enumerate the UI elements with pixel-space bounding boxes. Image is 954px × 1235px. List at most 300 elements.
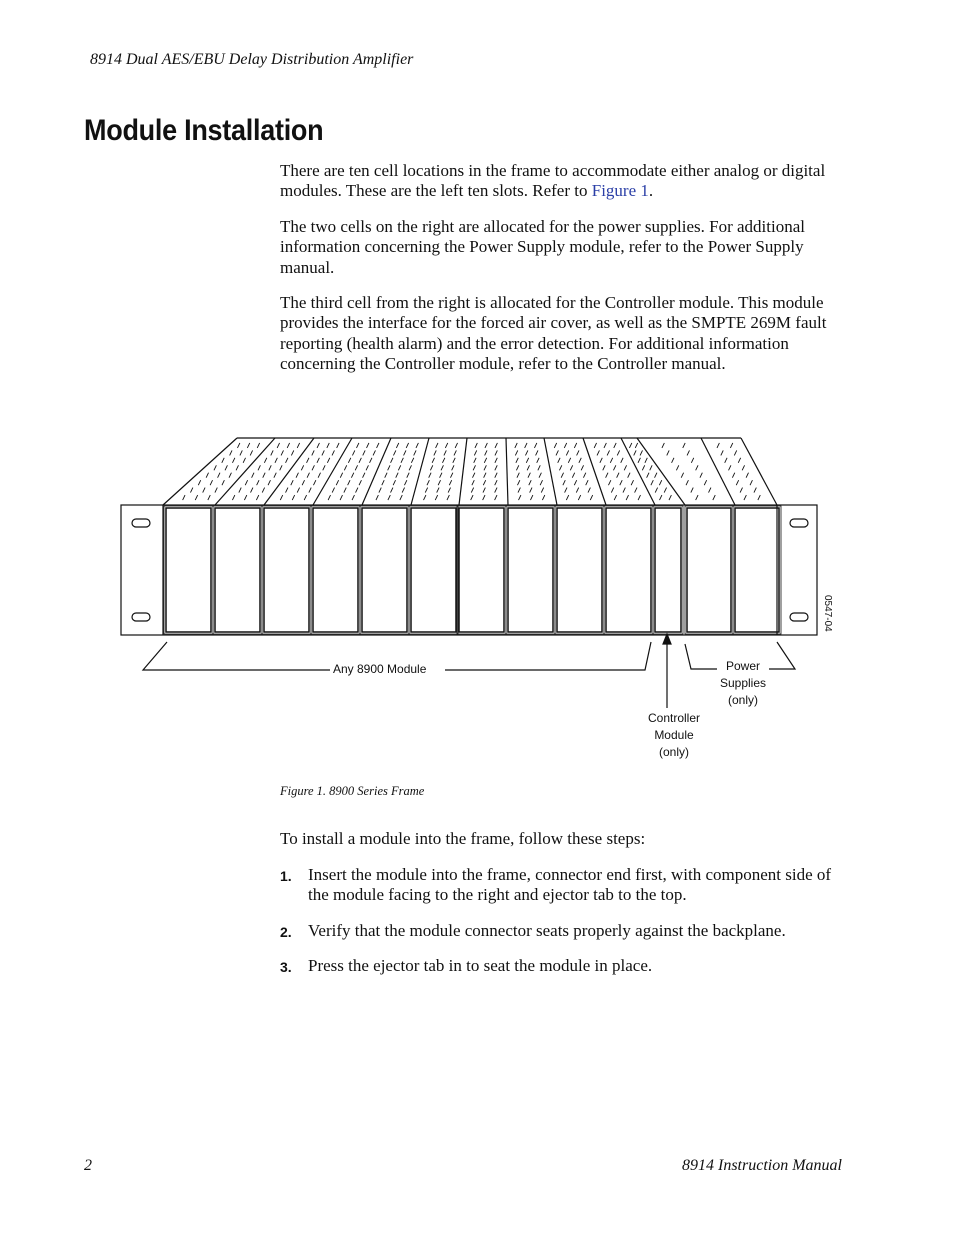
vent-mark	[225, 465, 227, 470]
paragraph-text: There are ten cell locations in the frame to accommodate either analog or digital modules. These are the left ten slots. Refer to	[280, 161, 826, 201]
vent-mark	[746, 473, 748, 478]
vent-mark	[449, 480, 451, 485]
module-panel-5	[362, 508, 407, 632]
vent-mark	[409, 465, 411, 470]
part-number-label: 0547-04	[822, 595, 833, 632]
vent-mark	[337, 443, 339, 448]
vent-mark	[425, 488, 427, 493]
vent-mark	[281, 450, 283, 455]
vent-mark	[738, 458, 740, 463]
vent-mark	[590, 495, 592, 500]
vent-mark	[581, 465, 583, 470]
vent-mark	[604, 443, 606, 448]
vent-mark	[291, 480, 293, 485]
power-bracket-left	[685, 644, 717, 669]
vent-mark	[574, 443, 576, 448]
vent-mark	[628, 473, 630, 478]
vent-mark	[475, 443, 477, 448]
vent-mark	[526, 458, 528, 463]
slot-cell-13	[733, 506, 781, 634]
power-label-line-3: (only)	[727, 693, 758, 707]
module-panel-2	[215, 508, 260, 632]
vent-mark	[537, 458, 539, 463]
vent-mark	[515, 450, 517, 455]
vent-mark	[352, 450, 354, 455]
vent-mark	[607, 450, 609, 455]
vent-mark	[280, 465, 282, 470]
vent-mark	[317, 458, 319, 463]
vent-mark	[624, 465, 626, 470]
cover-divider-3	[313, 438, 352, 505]
cover-left-edge	[163, 438, 237, 505]
vent-mark	[416, 443, 418, 448]
vent-mark	[434, 450, 436, 455]
vent-mark	[574, 480, 576, 485]
install-step	[280, 956, 846, 976]
vent-mark	[483, 495, 485, 500]
vent-mark	[230, 450, 232, 455]
vent-mark	[617, 450, 619, 455]
module-panel-11	[655, 508, 681, 632]
vent-mark	[577, 450, 579, 455]
slot-cell-11	[653, 506, 683, 634]
vent-mark	[474, 458, 476, 463]
mounting-hole	[790, 519, 808, 527]
vent-mark	[704, 480, 706, 485]
vent-mark	[203, 488, 205, 493]
vent-mark	[327, 443, 329, 448]
vent-mark	[240, 450, 242, 455]
vent-mark	[195, 495, 197, 500]
vent-mark	[672, 458, 674, 463]
vent-mark	[263, 473, 265, 478]
vent-mark	[495, 480, 497, 485]
vent-mark	[292, 495, 294, 500]
cover-divider-7	[506, 438, 508, 505]
vent-mark	[527, 465, 529, 470]
vent-mark	[640, 450, 642, 455]
vent-mark	[471, 488, 473, 493]
vent-mark	[530, 488, 532, 493]
vent-mark	[540, 480, 542, 485]
vent-mark	[758, 495, 760, 500]
vent-mark	[528, 473, 530, 478]
vent-mark	[576, 488, 578, 493]
vent-mark	[687, 450, 689, 455]
vent-mark	[363, 450, 365, 455]
vent-mark	[317, 443, 319, 448]
vent-mark	[382, 480, 384, 485]
slot-cell-12	[685, 506, 733, 634]
controller-label-line-2: Module	[654, 728, 694, 742]
vent-mark	[529, 480, 531, 485]
cover-divider-8	[544, 438, 557, 505]
vent-mark	[579, 458, 581, 463]
vent-mark	[740, 488, 742, 493]
power-label-line-2: Supplies	[719, 676, 767, 690]
vent-mark	[568, 458, 570, 463]
vent-mark	[404, 480, 406, 485]
vent-mark	[268, 480, 270, 485]
slot-cell-1	[164, 506, 213, 634]
module-panel-3	[264, 508, 309, 632]
vent-mark	[542, 495, 544, 500]
cover-divider-4	[362, 438, 391, 505]
vent-mark	[391, 488, 393, 493]
vent-mark	[414, 450, 416, 455]
step-number: 3.	[280, 959, 292, 976]
vent-mark	[518, 488, 520, 493]
vent-mark	[198, 480, 200, 485]
vent-mark	[455, 443, 457, 448]
vent-mark	[484, 465, 486, 470]
vent-mark	[222, 480, 224, 485]
vent-mark	[583, 473, 585, 478]
vent-mark	[700, 473, 702, 478]
vent-mark	[614, 495, 616, 500]
vent-mark	[370, 458, 372, 463]
vent-mark	[257, 443, 259, 448]
vent-mark	[744, 495, 746, 500]
vent-mark	[651, 480, 653, 485]
any-module-bracket-left	[143, 642, 330, 670]
vent-mark	[530, 495, 532, 500]
vent-mark	[483, 480, 485, 485]
page-number: 2	[84, 1157, 92, 1174]
vent-mark	[621, 458, 623, 463]
vent-mark	[388, 495, 390, 500]
vent-mark	[427, 480, 429, 485]
vent-mark	[286, 458, 288, 463]
vent-mark	[322, 450, 324, 455]
vent-mark	[247, 443, 249, 448]
module-panel-12	[687, 508, 731, 632]
step-number: 2.	[280, 923, 292, 940]
cover-divider-5	[411, 438, 429, 505]
vent-mark	[367, 443, 369, 448]
vent-mark	[563, 480, 565, 485]
vent-mark	[600, 458, 602, 463]
vent-mark	[229, 473, 231, 478]
vent-mark	[274, 473, 276, 478]
vent-mark	[603, 465, 605, 470]
vent-mark	[393, 480, 395, 485]
vent-mark	[269, 465, 271, 470]
vent-mark	[541, 488, 543, 493]
vent-mark	[642, 465, 644, 470]
step-text: Verify that the module connector seats properly against the backplane.	[308, 920, 786, 940]
vent-mark	[232, 495, 234, 500]
vent-mark	[588, 488, 590, 493]
vent-mark	[717, 443, 719, 448]
vent-mark	[302, 480, 304, 485]
module-panel-9	[557, 508, 602, 632]
vent-mark	[312, 450, 314, 455]
vent-mark	[626, 495, 628, 500]
vent-mark	[301, 465, 303, 470]
vent-mark	[495, 443, 497, 448]
vent-mark	[356, 488, 358, 493]
vent-mark	[645, 458, 647, 463]
paragraph-text-end: .	[648, 181, 654, 201]
vent-mark	[655, 488, 657, 493]
slot-cell-5	[360, 506, 409, 634]
vent-mark	[379, 488, 381, 493]
vent-mark	[638, 458, 640, 463]
cover-divider-10	[621, 438, 655, 505]
vent-mark	[356, 443, 358, 448]
vent-mark	[271, 450, 273, 455]
vent-mark	[437, 488, 439, 493]
mounting-hole	[132, 613, 150, 621]
vent-mark	[348, 480, 350, 485]
vent-mark	[564, 443, 566, 448]
vent-mark	[525, 450, 527, 455]
module-panel-1	[166, 508, 211, 632]
vent-mark	[363, 473, 365, 478]
install-steps-list	[280, 865, 846, 992]
vent-mark	[239, 488, 241, 493]
vent-mark	[611, 488, 613, 493]
vent-mark	[438, 480, 440, 485]
vent-mark	[623, 488, 625, 493]
section-title: Module Installation	[84, 114, 324, 147]
vent-mark	[558, 458, 560, 463]
vent-mark	[391, 458, 393, 463]
vent-mark	[691, 458, 693, 463]
vent-mark	[218, 473, 220, 478]
vent-mark	[190, 488, 192, 493]
vent-mark	[251, 488, 253, 493]
vent-mark	[348, 458, 350, 463]
vent-mark	[729, 465, 731, 470]
vent-mark	[635, 488, 637, 493]
vent-mark	[351, 473, 353, 478]
vent-mark	[359, 480, 361, 485]
vent-mark	[332, 488, 334, 493]
vent-mark	[638, 495, 640, 500]
vent-mark	[664, 488, 666, 493]
vent-mark	[377, 443, 379, 448]
vent-mark	[696, 465, 698, 470]
vent-mark	[388, 465, 390, 470]
vent-mark	[634, 450, 636, 455]
vent-mark	[445, 443, 447, 448]
vent-mark	[406, 443, 408, 448]
vent-mark	[429, 473, 431, 478]
vent-mark	[572, 473, 574, 478]
vent-mark	[210, 480, 212, 485]
vent-mark	[373, 450, 375, 455]
vent-mark	[597, 450, 599, 455]
vent-mark	[393, 450, 395, 455]
vent-mark	[448, 488, 450, 493]
vent-mark	[352, 495, 354, 500]
vent-mark	[183, 495, 185, 500]
vent-mark	[318, 473, 320, 478]
cover-divider-1	[215, 438, 275, 505]
vent-mark	[734, 450, 736, 455]
paragraph-controller: The third cell from the right is allocated for the Controller module. This module provides the interface for the forced air cover, as well as the SMPTE 269M fault reporting (health alarm) and the error detection. For additional information concerning the Controller module, refer to the Controller manual.	[280, 293, 827, 374]
vent-mark	[516, 458, 518, 463]
vent-mark	[307, 473, 309, 478]
vent-mark	[495, 465, 497, 470]
vent-mark	[450, 473, 452, 478]
vent-mark	[525, 443, 527, 448]
slot-cell-7	[457, 506, 506, 634]
cover-right-edge	[741, 438, 777, 505]
vent-mark	[631, 480, 633, 485]
vent-mark	[277, 443, 279, 448]
any-module-bracket-right	[445, 642, 651, 670]
figure-1-link[interactable]: Figure 1	[591, 181, 649, 201]
vent-mark	[742, 465, 744, 470]
vent-mark	[291, 450, 293, 455]
vent-mark	[430, 465, 432, 470]
vent-mark	[647, 473, 649, 478]
vent-mark	[447, 495, 449, 500]
vent-mark	[485, 443, 487, 448]
vent-mark	[237, 443, 239, 448]
vent-mark	[400, 495, 402, 500]
vent-mark	[340, 495, 342, 500]
cover-divider-6	[459, 438, 467, 505]
vent-mark	[444, 450, 446, 455]
vent-mark	[472, 473, 474, 478]
vent-mark	[402, 488, 404, 493]
vent-mark	[340, 473, 342, 478]
vent-mark	[495, 495, 497, 500]
vent-mark	[732, 473, 734, 478]
vent-mark	[454, 450, 456, 455]
vent-mark	[659, 480, 661, 485]
vent-mark	[359, 458, 361, 463]
vent-mark	[484, 473, 486, 478]
vent-mark	[215, 488, 217, 493]
vent-mark	[660, 495, 662, 500]
vent-mark	[452, 465, 454, 470]
any-module-label: Any 8900 Module	[333, 662, 427, 676]
vent-mark	[473, 465, 475, 470]
frame-diagram	[115, 430, 835, 770]
vent-mark	[401, 458, 403, 463]
vent-mark	[721, 450, 723, 455]
vent-mark	[516, 465, 518, 470]
vent-mark	[676, 465, 678, 470]
vent-mark	[244, 495, 246, 500]
vent-mark	[610, 458, 612, 463]
vent-mark	[559, 465, 561, 470]
vent-mark	[474, 450, 476, 455]
vent-mark	[713, 495, 715, 500]
vent-mark	[629, 443, 631, 448]
vent-mark	[566, 495, 568, 500]
vent-mark	[517, 480, 519, 485]
running-header: 8914 Dual AES/EBU Delay Distribution Amplifier	[90, 51, 414, 68]
vent-mark	[328, 495, 330, 500]
vent-mark	[280, 495, 282, 500]
slot-cell-8	[506, 506, 555, 634]
vent-mark	[355, 465, 357, 470]
vent-mark	[578, 495, 580, 500]
vent-mark	[586, 480, 588, 485]
vent-mark	[669, 495, 671, 500]
vent-mark	[440, 473, 442, 478]
module-panel-6	[411, 508, 456, 632]
paragraph-cell-locations	[280, 161, 842, 202]
slot-cell-6	[409, 506, 458, 634]
vent-mark	[208, 495, 210, 500]
vent-mark	[515, 443, 517, 448]
vent-mark	[297, 443, 299, 448]
vent-mark	[257, 480, 259, 485]
vent-mark	[432, 458, 434, 463]
mounting-hole	[132, 519, 150, 527]
slot-cell-4	[311, 506, 360, 634]
vent-mark	[495, 450, 497, 455]
vent-mark	[332, 450, 334, 455]
vent-mark	[725, 458, 727, 463]
vent-mark	[614, 443, 616, 448]
frame-figure	[115, 430, 835, 770]
vent-mark	[483, 488, 485, 493]
vent-mark	[667, 450, 669, 455]
vent-mark	[376, 495, 378, 500]
frame-outline	[121, 505, 817, 635]
vent-mark	[556, 450, 558, 455]
vent-mark	[243, 458, 245, 463]
slot-cell-9	[555, 506, 604, 634]
controller-module-label	[642, 710, 706, 761]
vent-mark	[287, 443, 289, 448]
step-number: 1.	[280, 868, 292, 884]
vent-mark	[396, 443, 398, 448]
vent-mark	[485, 450, 487, 455]
vent-mark	[750, 480, 752, 485]
slot-cell-10	[604, 506, 653, 634]
vent-mark	[307, 458, 309, 463]
vent-mark	[385, 473, 387, 478]
vent-mark	[453, 458, 455, 463]
cover-divider-12	[701, 438, 735, 505]
vent-mark	[681, 473, 683, 478]
vent-mark	[686, 480, 688, 485]
install-step	[280, 921, 846, 941]
vent-mark	[441, 465, 443, 470]
vent-mark	[407, 473, 409, 478]
module-panel-13	[735, 508, 779, 632]
vent-mark	[206, 473, 208, 478]
module-panel-4	[313, 508, 358, 632]
vent-mark	[312, 465, 314, 470]
vent-mark	[327, 458, 329, 463]
vent-mark	[561, 473, 563, 478]
vent-mark	[594, 443, 596, 448]
vent-mark	[655, 473, 657, 478]
vent-mark	[304, 495, 306, 500]
vent-mark	[366, 465, 368, 470]
footer-manual-title: 8914 Instruction Manual	[682, 1157, 842, 1174]
vent-mark	[495, 488, 497, 493]
vent-mark	[250, 450, 252, 455]
vent-mark	[539, 473, 541, 478]
vent-mark	[344, 488, 346, 493]
power-bracket-right	[769, 642, 795, 669]
vent-mark	[754, 488, 756, 493]
vent-mark	[286, 488, 288, 493]
vent-mark	[323, 465, 325, 470]
cover-divider-11	[637, 438, 685, 505]
